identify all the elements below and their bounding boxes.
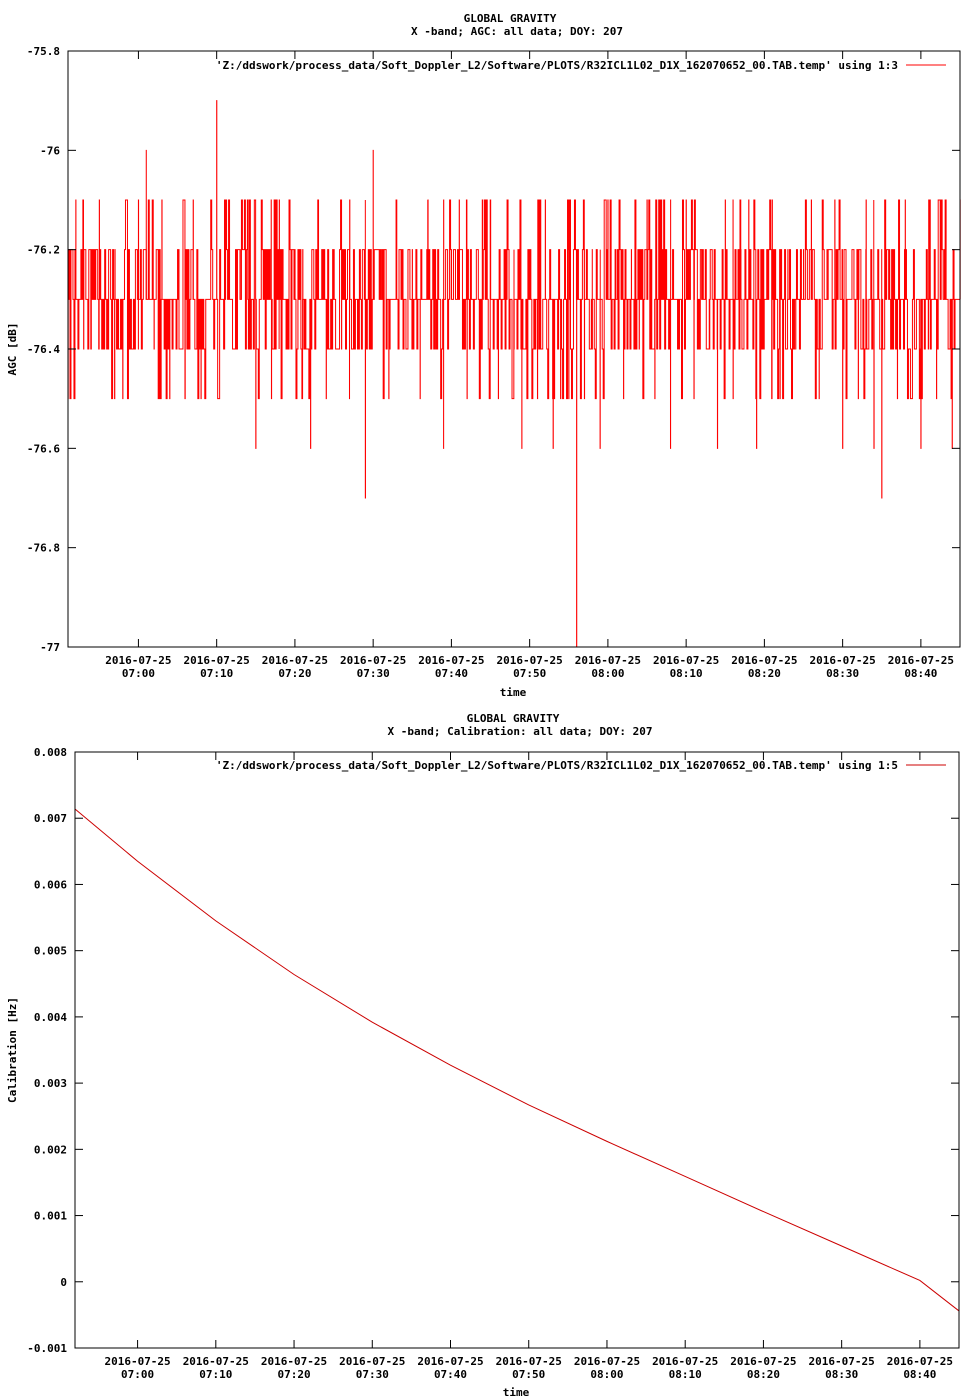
x-tick-label-date: 2016-07-25 [574,654,642,667]
chart-title: GLOBAL GRAVITY [463,12,557,25]
legend [216,59,946,72]
x-tick-label-time: 08:20 [747,667,781,680]
x-tick-label-time: 07:00 [121,667,155,680]
x-tick-label-time: 07:40 [434,667,468,680]
x-tick-label-time: 07:20 [278,667,312,680]
x-tick-label-time: 07:30 [356,667,390,680]
x-tick-label-date: 2016-07-25 [652,1355,719,1368]
y-tick-label: -76.4 [26,343,60,356]
x-axis [105,51,954,680]
x-tick-label-time: 07:40 [433,1368,468,1381]
chart-subtitle: X -band; Calibration: all data; DOY: 207 [387,725,653,738]
series-path [68,101,960,647]
y-tick-label: -76.2 [26,243,60,257]
y-tick-label: -0.001 [27,1342,67,1355]
x-tick-label-date: 2016-07-25 [731,654,798,667]
x-tick-label-date: 2016-07-25 [573,1355,641,1368]
plot-area [68,51,960,647]
series-path [75,809,959,1311]
x-axis-label: time [499,686,527,699]
x-tick-label-date: 2016-07-25 [495,1355,562,1368]
legend [216,759,946,772]
y-tick-label: -76.8 [26,541,60,555]
x-tick-label-time: 08:30 [825,1368,859,1381]
y-tick-label: 0.002 [33,1143,67,1157]
y-tick-label: -75.8 [26,45,60,58]
x-tick-label-time: 07:20 [277,1368,311,1381]
x-tick-label-time: 07:10 [200,667,234,680]
chart-title: GLOBAL GRAVITY [466,712,560,725]
y-axis-label: AGC [dB] [6,322,19,376]
plot-frame [75,752,959,1348]
y-tick-label: 0.001 [33,1209,67,1223]
x-tick-label-time: 08:30 [826,667,860,680]
x-axis-label: time [502,1386,530,1399]
x-tick-label-time: 08:00 [591,667,625,680]
x-tick-label-date: 2016-07-25 [339,1355,406,1368]
y-tick-label: 0.007 [33,812,67,826]
y-tick-label: 0.003 [33,1077,67,1091]
x-tick-label-date: 2016-07-25 [260,1355,328,1368]
x-tick-label-date: 2016-07-25 [496,654,563,667]
x-tick-label-time: 07:10 [199,1368,233,1381]
x-tick-label-time: 08:40 [904,667,938,680]
legend-entry-label: 'Z:/ddswork/process_data/Soft_Doppler_L2/Software/PLOTS/R32ICL1L02_D1X_162070652_00.TAB.temp' using 1:5 [215,759,898,772]
x-tick-label-time: 08:20 [746,1368,780,1381]
x-tick-label-time: 07:30 [355,1368,389,1381]
chart-subtitle: X -band; AGC: all data; DOY: 207 [411,25,623,38]
x-tick-label-time: 08:10 [669,667,703,680]
x-tick-label-time: 07:50 [513,667,547,680]
x-tick-label-date: 2016-07-25 [182,1355,249,1368]
x-tick-label-date: 2016-07-25 [105,654,172,667]
x-tick-label-date: 2016-07-25 [417,1355,484,1368]
x-tick-label-date: 2016-07-25 [809,654,876,667]
x-tick-label-time: 08:00 [590,1368,624,1381]
y-tick-label: 0.004 [33,1010,67,1024]
x-tick-label-date: 2016-07-25 [418,654,485,667]
x-tick-label-time: 08:40 [903,1368,937,1381]
x-tick-label-time: 07:00 [121,1368,155,1381]
x-tick-label-date: 2016-07-25 [887,654,954,667]
calibration-series-line [75,809,959,1311]
plot-area [75,752,959,1348]
y-tick-label: -77 [40,641,60,654]
x-tick-label-date: 2016-07-25 [261,654,329,667]
x-tick-label-date: 2016-07-25 [183,654,250,667]
y-tick-label: -76 [40,144,60,158]
x-tick-label-time: 08:10 [668,1368,702,1381]
y-tick-label: 0 [60,1275,67,1289]
calibration-chart [0,700,980,1400]
x-tick-label-date: 2016-07-25 [340,654,407,667]
y-tick-label: 0.006 [33,878,67,892]
y-tick-label: -76.6 [26,442,60,456]
legend-entry-label: 'Z:/ddswork/process_data/Soft_Doppler_L2/Software/PLOTS/R32ICL1L02_D1X_162070652_00.TAB.temp' using 1:3 [215,59,898,72]
y-tick-label: 0.008 [33,746,67,759]
x-axis [104,752,953,1381]
agc-series-line [68,101,960,647]
y-tick-label: 0.005 [33,944,67,958]
x-tick-label-date: 2016-07-25 [730,1355,797,1368]
y-axis [27,746,959,1355]
x-tick-label-date: 2016-07-25 [653,654,720,667]
x-tick-label-date: 2016-07-25 [886,1355,954,1368]
x-tick-label-date: 2016-07-25 [104,1355,171,1368]
x-tick-label-time: 07:50 [512,1368,546,1381]
x-tick-label-date: 2016-07-25 [808,1355,875,1368]
y-axis-label: Calibration [Hz] [6,997,19,1103]
